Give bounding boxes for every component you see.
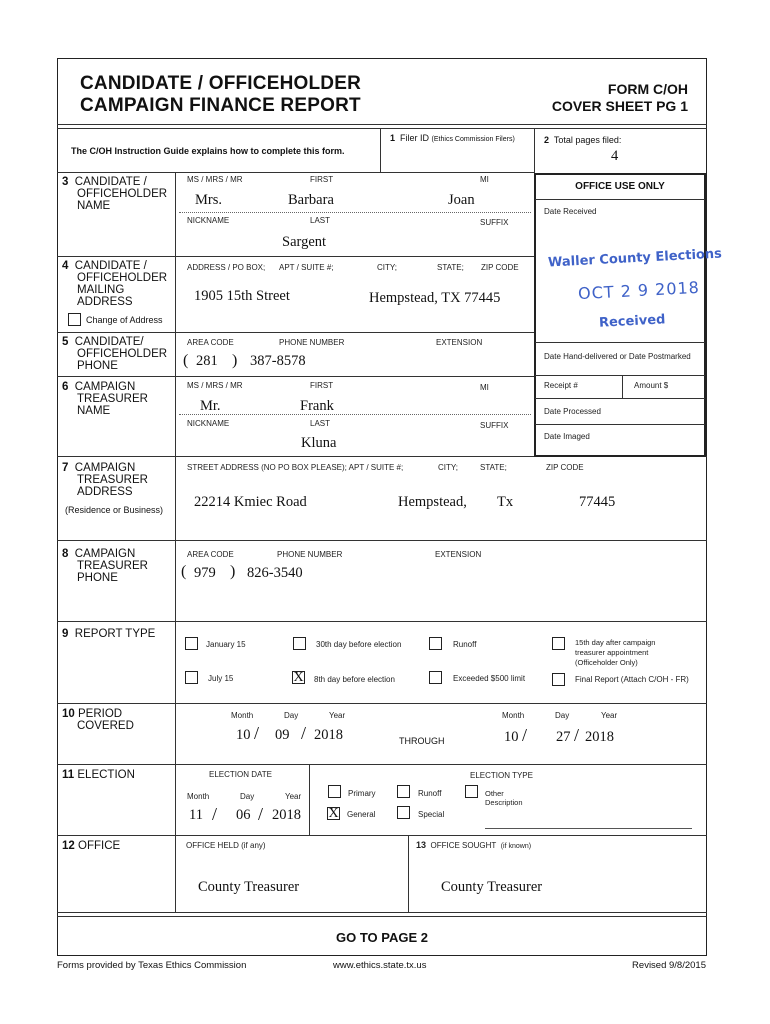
s4-state-label: STATE;: [437, 263, 464, 272]
final-report-label: Final Report (Attach C/OH - FR): [575, 675, 689, 684]
rule-filer-id: [380, 128, 381, 172]
s5-area-label: AREA CODE: [187, 338, 234, 347]
s6-label-2: TREASURER: [77, 393, 148, 405]
rule-header-1: [57, 124, 707, 125]
s3-title-value[interactable]: Mrs.: [195, 192, 222, 208]
s5-paren-close: ): [232, 352, 238, 369]
s7-label: [62, 462, 148, 498]
s7-note: (Residence or Business): [65, 505, 164, 515]
s11-year-label: Year: [285, 792, 302, 801]
receipt-label: Receipt #: [544, 381, 578, 390]
s3-first-value[interactable]: Barbara: [288, 192, 334, 208]
s4-label: [62, 260, 167, 308]
s11-month-value[interactable]: 11: [189, 807, 203, 823]
s5-num: 5: [62, 336, 69, 348]
rule-s12b: [57, 916, 707, 917]
day15-label-1: 15th day after campaign: [575, 638, 656, 647]
jan15-label: January 15: [206, 640, 246, 649]
special-label: Special: [418, 810, 445, 819]
s5-label-1: CANDIDATE/: [74, 336, 144, 348]
s10-to-month-label: Month: [502, 711, 525, 720]
s10-to-year[interactable]: 2018: [585, 729, 614, 745]
s3-label-3: NAME: [77, 200, 111, 212]
s4-address-label: ADDRESS / PO BOX;: [187, 263, 266, 272]
s10-label: [62, 708, 134, 732]
form-code: FORM C/OH: [607, 81, 688, 97]
stamp-received: Received: [598, 312, 666, 331]
s8-ext-label: EXTENSION: [435, 550, 482, 559]
s3-mi-value[interactable]: Joan: [448, 192, 475, 208]
stamp-county: Waller County Elections: [547, 246, 723, 271]
s7-state-label: STATE;: [480, 463, 507, 472]
general-label: General: [347, 810, 376, 819]
s11-label: [62, 769, 135, 781]
amount-label: Amount $: [634, 381, 669, 390]
s10-to-sep-2: /: [574, 725, 580, 745]
rule-office-split: [408, 835, 409, 912]
office-sought-label: [416, 840, 531, 850]
go-to-page-2: GO TO PAGE 2: [336, 930, 428, 945]
rule-s7: [57, 540, 707, 541]
s6-last-value[interactable]: Kluna: [301, 435, 337, 451]
jan15-checkbox[interactable]: [185, 637, 198, 650]
jul15-checkbox[interactable]: [185, 671, 198, 684]
s9-label: [62, 628, 155, 640]
day15-label-2: treasurer appointment: [575, 648, 649, 657]
s10-to-year-label: Year: [601, 711, 618, 720]
s10-from-month[interactable]: 10: [236, 727, 251, 743]
s8-num: 8: [62, 548, 69, 560]
s5-paren-open: (: [183, 352, 189, 369]
other-description-line: [485, 828, 692, 829]
s10-to-sep-1: /: [522, 725, 528, 745]
s4-zip-label: ZIP CODE: [481, 263, 519, 272]
rule-label-column: [175, 172, 176, 912]
s4-label-4: ADDRESS: [77, 296, 133, 308]
filer-id-label: [390, 133, 515, 143]
s3-label-2: OFFICEHOLDER: [77, 188, 168, 200]
s7-street-label: STREET ADDRESS (NO PO BOX PLEASE); APT / SUITE #;: [187, 463, 404, 472]
date-imaged-label: Date Imaged: [544, 432, 590, 441]
s6-suffix-label: SUFFIX: [480, 421, 509, 430]
office-sought-text: OFFICE SOUGHT: [430, 841, 497, 850]
s8-number-value[interactable]: 826-3540: [247, 565, 303, 581]
s4-city-label: CITY;: [377, 263, 397, 272]
rule-header-2: [57, 128, 707, 129]
s11-year-value[interactable]: 2018: [272, 807, 301, 823]
s8-paren-close: ): [230, 563, 236, 580]
change-of-address-checkbox[interactable]: [68, 313, 81, 326]
s5-ext-label: EXTENSION: [436, 338, 483, 347]
s5-area-value[interactable]: 281: [196, 353, 218, 369]
s8-label-2: TREASURER: [77, 560, 148, 572]
s3-last-label: LAST: [310, 216, 331, 225]
runoff-report-checkbox[interactable]: [429, 637, 442, 650]
s5-phone-label: PHONE NUMBER: [279, 338, 345, 347]
footer-revised: Revised 9/8/2015: [632, 960, 706, 971]
s10-from-year[interactable]: 2018: [314, 727, 343, 743]
office-held-label: OFFICE HELD (if any): [186, 841, 266, 850]
total-pages-label: [544, 135, 621, 145]
s10-from-sep-2: /: [301, 723, 307, 743]
other-election-checkbox[interactable]: [465, 785, 478, 798]
other-label-2: Description: [485, 798, 523, 807]
runoff-election-checkbox[interactable]: [397, 785, 410, 798]
s8-label-3: PHONE: [77, 572, 118, 584]
s11-sep-2: /: [258, 804, 264, 824]
instruction-text: The C/OH Instruction Guide explains how to complete this form.: [71, 146, 345, 156]
total-pages-num: 2: [544, 135, 550, 145]
through-label: THROUGH: [399, 736, 445, 746]
s10-label-1: PERIOD: [78, 708, 123, 720]
s7-zip-value[interactable]: 77445: [579, 494, 616, 510]
s10-label-2: COVERED: [77, 720, 134, 732]
s10-from-year-label: Year: [329, 711, 346, 720]
s6-mi-label: MI: [480, 383, 489, 392]
s9-num: 9: [62, 628, 69, 640]
s7-city-label: CITY;: [438, 463, 458, 472]
rule-election-split: [309, 764, 310, 835]
jul15-label: July 15: [208, 674, 234, 683]
office-use-rule-2: [535, 342, 705, 343]
s6-ms-label: MS / MRS / MR: [187, 381, 243, 390]
filer-id-note: (Ethics Commission Filers): [431, 136, 515, 143]
date-received-label: Date Received: [544, 207, 597, 216]
s8-phone-label: PHONE NUMBER: [277, 550, 343, 559]
primary-label: Primary: [348, 789, 376, 798]
rule-s3: [57, 256, 534, 257]
receipt-divider: [622, 376, 623, 398]
election-type-label: ELECTION TYPE: [470, 771, 533, 780]
rule-s5: [57, 376, 534, 377]
exceeded-checkbox[interactable]: [429, 671, 442, 684]
s6-first-value[interactable]: Frank: [300, 398, 334, 414]
stamp-date: OCT 2 9 2018: [577, 277, 701, 304]
day15-label-3: (Officeholder Only): [575, 658, 638, 667]
s7-zip-label: ZIP CODE: [546, 463, 584, 472]
general-checkbox[interactable]: X: [328, 806, 339, 821]
s6-nickname-label: NICKNAME: [187, 419, 230, 428]
total-pages-value: 4: [611, 148, 619, 164]
s3-num: 3: [62, 176, 69, 188]
s6-label-3: NAME: [77, 405, 111, 417]
primary-checkbox[interactable]: [328, 785, 341, 798]
s10-from-month-label: Month: [231, 711, 254, 720]
s11-label-text: ELECTION: [77, 769, 135, 781]
s3-first-label: FIRST: [310, 175, 334, 184]
day30-checkbox[interactable]: [293, 637, 306, 650]
s9-label-text: REPORT TYPE: [74, 628, 156, 640]
s7-label-2: TREASURER: [77, 474, 148, 486]
s8-label: [62, 548, 148, 584]
s4-city-state-zip-value[interactable]: Hempstead, TX 77445: [369, 290, 501, 306]
rule-s12: [57, 912, 707, 913]
s6-last-label: LAST: [310, 419, 331, 428]
footer-url[interactable]: www.ethics.state.tx.us: [333, 960, 427, 971]
s5-label: [62, 336, 167, 372]
s12-label: [62, 840, 120, 852]
other-election-label: [485, 789, 523, 807]
s5-number-value[interactable]: 387-8578: [250, 353, 306, 369]
s11-sep-1: /: [212, 804, 218, 824]
s8-area-label: AREA CODE: [187, 550, 234, 559]
form-title-line1: CANDIDATE / OFFICEHOLDER: [80, 73, 361, 94]
date-processed-label: Date Processed: [544, 407, 601, 416]
s3-suffix-label: SUFFIX: [480, 218, 509, 227]
s10-to-day[interactable]: 27: [556, 729, 571, 745]
s4-label-2: OFFICEHOLDER: [77, 272, 168, 284]
s7-street-value[interactable]: 22214 Kmiec Road: [194, 494, 307, 510]
rule-s9: [57, 703, 707, 704]
total-pages-text: Total pages filed:: [553, 135, 622, 145]
special-checkbox[interactable]: [397, 806, 410, 819]
s6-title-value[interactable]: Mr.: [200, 398, 221, 414]
exceeded-label: Exceeded $500 limit: [453, 674, 526, 683]
filer-id-text: Filer ID: [400, 133, 430, 143]
change-of-address-label: Change of Address: [86, 315, 163, 325]
s13-num: 13: [416, 840, 427, 850]
date-hand-delivered-label: Date Hand-delivered or Date Postmarked: [544, 352, 691, 361]
rule-s11: [57, 835, 707, 836]
s3-label: [62, 176, 167, 212]
s7-state-value[interactable]: Tx: [497, 494, 514, 510]
rule-intro: [57, 172, 534, 173]
s10-to-day-label: Day: [555, 711, 570, 720]
day8-label: 8th day before election: [314, 675, 395, 684]
office-use-rule-4: [535, 398, 705, 399]
office-sought-value[interactable]: County Treasurer: [441, 879, 543, 895]
s6-dotted-line: [179, 414, 531, 415]
rule-s4: [57, 332, 534, 333]
s6-num: 6: [62, 381, 69, 393]
filer-id-num: 1: [390, 133, 396, 143]
final-report-checkbox[interactable]: [552, 673, 565, 686]
s3-ms-label: MS / MRS / MR: [187, 175, 243, 184]
s12-num: 12: [62, 840, 75, 852]
s12-label-text: OFFICE: [78, 840, 121, 852]
other-label-1: Other: [485, 789, 504, 798]
day8-checkbox[interactable]: X: [293, 670, 304, 685]
day15-label: [575, 638, 655, 668]
s10-num: 10: [62, 708, 75, 720]
rule-s8: [57, 621, 707, 622]
office-held-value[interactable]: County Treasurer: [198, 879, 300, 895]
s3-last-value[interactable]: Sargent: [282, 234, 327, 250]
s10-to-month[interactable]: 10: [504, 729, 519, 745]
s8-paren-open: (: [181, 563, 187, 580]
runoff-election-label: Runoff: [418, 789, 442, 798]
form-title-line2: CAMPAIGN FINANCE REPORT: [80, 95, 361, 116]
office-use-title: OFFICE USE ONLY: [575, 181, 665, 192]
s7-label-1: CAMPAIGN: [74, 462, 136, 474]
rule-s10: [57, 764, 707, 765]
s6-label: [62, 381, 148, 417]
runoff-report-label: Runoff: [453, 640, 477, 649]
s4-num: 4: [62, 260, 69, 272]
s10-from-day[interactable]: 09: [275, 727, 290, 743]
election-date-label: ELECTION DATE: [209, 770, 272, 779]
s7-label-3: ADDRESS: [77, 486, 133, 498]
day15-checkbox[interactable]: [552, 637, 565, 650]
rule-total-pages: [534, 128, 535, 173]
s6-label-1: CAMPAIGN: [74, 381, 136, 393]
office-use-rule-1: [535, 199, 705, 200]
s11-num: 11: [62, 769, 75, 781]
s3-nickname-label: NICKNAME: [187, 216, 230, 225]
s11-day-label: Day: [240, 792, 255, 801]
s8-area-value[interactable]: 979: [194, 565, 216, 581]
s8-label-1: CAMPAIGN: [74, 548, 136, 560]
s7-city-value[interactable]: Hempstead,: [398, 494, 467, 510]
s6-first-label: FIRST: [310, 381, 334, 390]
office-sought-note: (if known): [500, 843, 532, 850]
cover-sheet-label: COVER SHEET PG 1: [551, 98, 688, 114]
s5-label-3: PHONE: [77, 360, 118, 372]
office-use-rule-3: [535, 375, 705, 376]
s5-label-2: OFFICEHOLDER: [77, 348, 168, 360]
s10-from-sep-1: /: [254, 723, 260, 743]
s4-label-1: CANDIDATE /: [74, 260, 147, 272]
s7-num: 7: [62, 462, 69, 474]
s3-label-1: CANDIDATE /: [74, 176, 147, 188]
s4-apt-label: APT / SUITE #;: [279, 263, 334, 272]
s10-from-day-label: Day: [284, 711, 299, 720]
s11-month-label: Month: [187, 792, 210, 801]
s4-street-value[interactable]: 1905 15th Street: [194, 288, 290, 304]
footer-provided: Forms provided by Texas Ethics Commission: [57, 960, 247, 971]
s3-dotted-line: [179, 212, 531, 213]
office-use-rule-5: [535, 424, 705, 425]
s11-day-value[interactable]: 06: [236, 807, 251, 823]
s3-mi-label: MI: [480, 175, 489, 184]
s4-label-3: MAILING: [77, 284, 125, 296]
day30-label: 30th day before election: [316, 640, 402, 649]
